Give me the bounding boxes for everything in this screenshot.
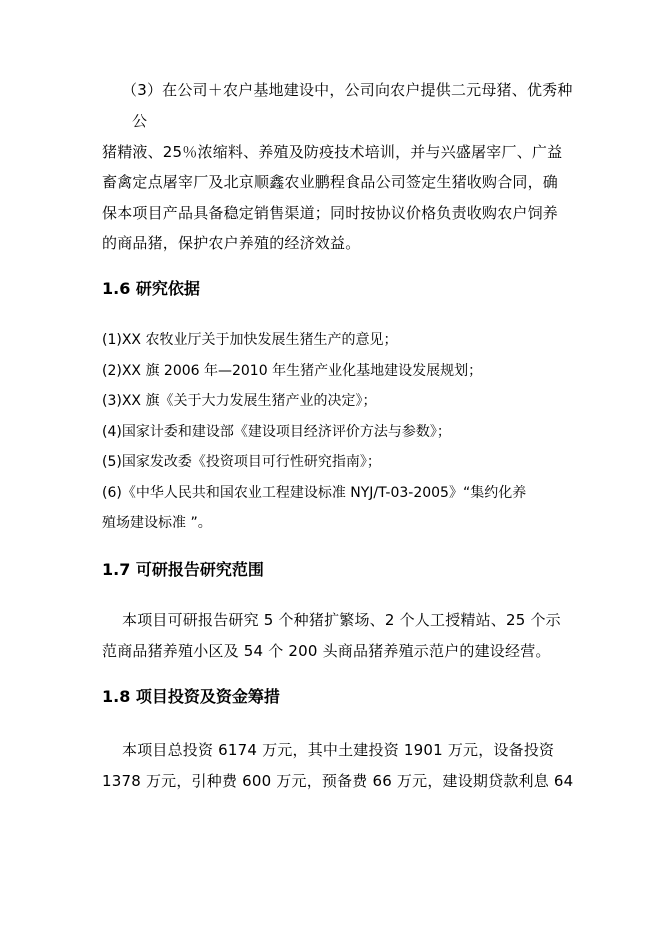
- paragraph-line: 1378 万元，引种费 600 万元，预备费 66 万元，建设期贷款利息 64: [102, 772, 574, 790]
- reference-item: (6)《中华人民共和国农业工程建设标准 NYJ/T-03-2005》“集约化养: [102, 485, 527, 501]
- section-heading-1-7: 1.7 可研报告研究范围: [102, 560, 264, 579]
- paragraph-line: 公: [132, 112, 148, 130]
- paragraph-line: 本项目可研报告研究 5 个种猪扩繁场、2 个人工授精站、25 个示: [122, 611, 561, 629]
- reference-item: (1)XX 农牧业厅关于加快发展生猪生产的意见；: [102, 332, 398, 348]
- paragraph-line: 范商品猪养殖小区及 54 个 200 头商品猪养殖示范户的建设经营。: [102, 642, 551, 660]
- reference-item: (2)XX 旗 2006 年—2010 年生猪产业化基地建设发展规划；: [102, 363, 483, 379]
- paragraph-line: （3）在公司＋农户基地建设中，公司向农户提供二元母猪、优秀种: [122, 81, 573, 99]
- section-heading-1-8: 1.8 项目投资及资金筹措: [102, 687, 280, 706]
- reference-item: 殖场建设标准 ”。: [102, 515, 212, 531]
- reference-item: (4)国家计委和建设部《建设项目经济评价方法与参数》；: [102, 424, 451, 440]
- paragraph-line: 猪精液、25％浓缩料、养殖及防疫技术培训，并与兴盛屠宰厂、广益: [102, 143, 563, 161]
- section-heading-1-6: 1.6 研究依据: [102, 279, 200, 298]
- paragraph-line: 的商品猪，保护农户养殖的经济效益。: [102, 234, 361, 252]
- reference-item: (5)国家发改委《投资项目可行性研究指南》；: [102, 454, 381, 470]
- paragraph-line: 保本项目产品具备稳定销售渠道；同时按协议价格负责收购农户饲养: [102, 204, 559, 222]
- paragraph-line: 本项目总投资 6174 万元，其中土建投资 1901 万元，设备投资: [122, 741, 555, 759]
- reference-item: (3)XX 旗《关于大力发展生猪产业的决定》；: [102, 393, 377, 409]
- paragraph-line: 畜禽定点屠宰厂及北京顺鑫农业鹏程食品公司签定生猪收购合同，确: [102, 173, 559, 191]
